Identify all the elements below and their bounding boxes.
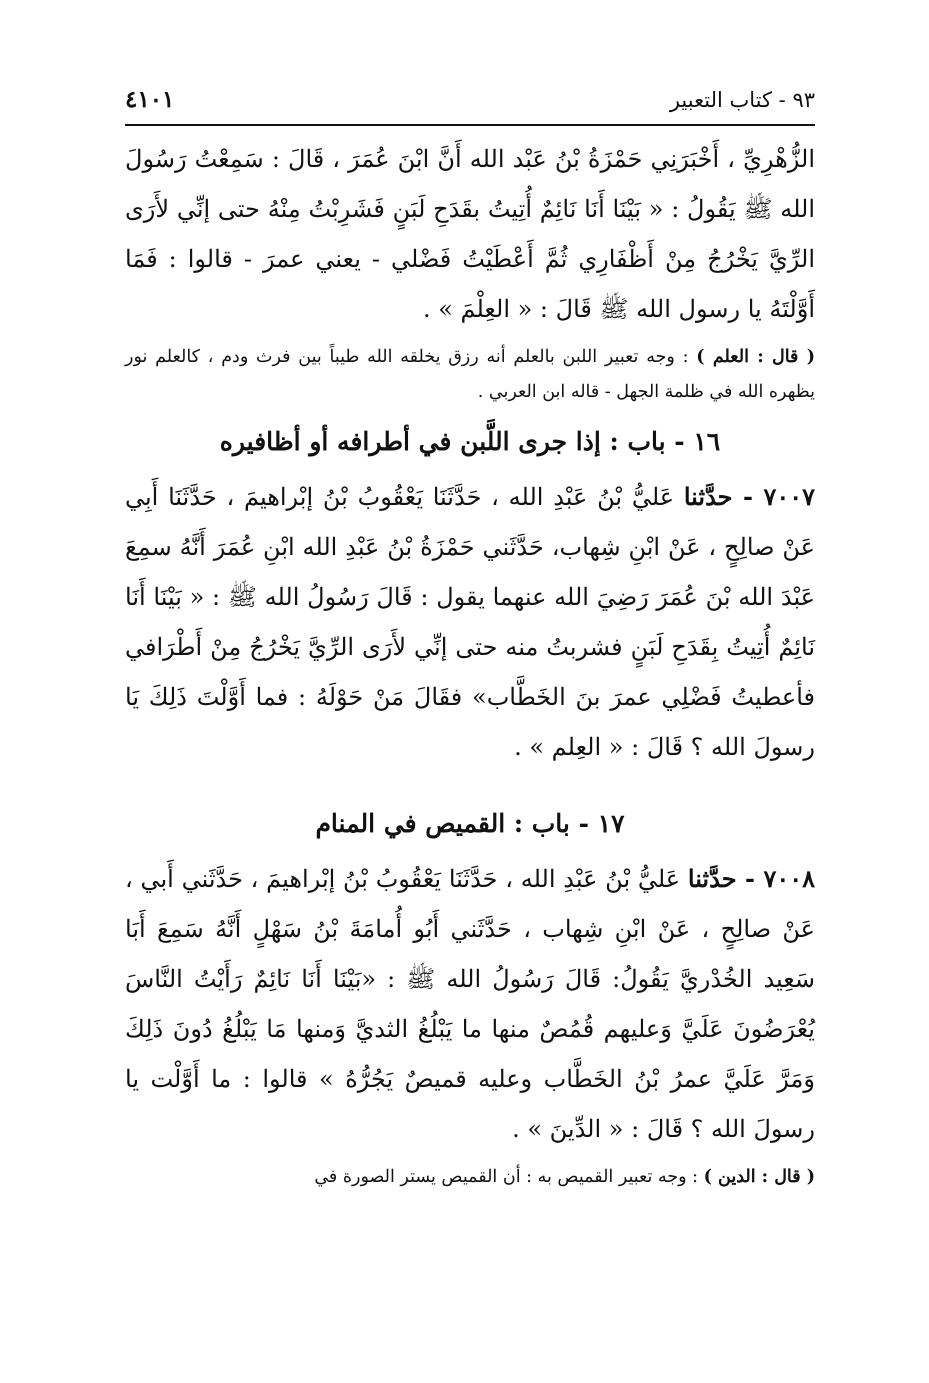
footnote-knowledge — [125, 340, 815, 410]
page-number: ٤١٠١ — [125, 86, 175, 113]
hadith-number: ٧٠٠٧ - حدَّثنا — [683, 482, 815, 511]
footnote-text: : وجه تعبير اللبن بالعلم أنه رزق يخلقه الله طيباً بين فرث ودم ، كالعلم نور يظهره الله في ظلمة الجهل - قاله ابن العربي . — [125, 347, 815, 402]
footnote-religion — [125, 1160, 815, 1195]
chapter-heading-16: ١٦ - باب : إذا جرى اللَّبن في أطرافه أو أظافيره — [219, 427, 721, 456]
footnote-text: : وجه تعبير القميص به : أن القميص يستر الصورة في — [314, 1167, 704, 1187]
hadith-continuation: الزُّهْرِيِّ ، أَخْبَرَنِي حَمْزَةُ بْنُ عَبْد الله أَنَّ ابْنَ عُمَرَ ، قَالَ : سَمِعْتُ رَسُولَ الله ﷺ يَقُولُ : « بَيْنَا أَنَا نَائِمٌ أُتِيتُ بقَدَحِ لَبَنٍ فَشَرِبْتُ مِنْهُ حتى إنِّي لأَرَى الرِّيَّ يَخْرُجُ مِنْ أَظْفَارِي ثُمَّ أَعْطَيْتُ فَضْلي - يعني عمرَ - قالوا : فَمَا أَوَّلْتَهُ يا رسول الله ﷺ قَالَ : « العِلْمَ » . — [125, 145, 815, 323]
running-title: ٩٣ - كتاب التعبير — [669, 88, 815, 112]
hadith-7008 — [125, 854, 815, 1154]
hadith-text: عَليُّ بْنُ عَبْدِ الله ، حَدَّثَنَا يَعْقُوبُ بْنُ إبْراهيمَ ، حَدَّثَني أَبي ، عَنْ صالِحٍ ، عَنْ ابْنِ شِهاب ، حَدَّثَني أَبُو أُمامَةَ بْنُ سَهْلٍ أَنَّهُ سَمِعَ أَبَا سَعِيد الخُدْريَّ يَقُولُ: قَالَ رَسُولُ الله ﷺ : «بَيْنَا أَنَا نَائِمٌ رَأَيْتُ النَّاسَ يُعْرَضُونَ عَلَيَّ وَعليهم قُمُصٌ منها ما يَبْلُغُ الثديَّ وَمنها مَا يَبْلُغُ دُونَ ذَلِكَ وَمَرَّ عَلَيَّ عمرُ بْنُ الخَطَّاب وعليه قميصٌ يَجُرُّهُ » قالوا : ما أَوَّلْت يا رسولَ الله ؟ قَالَ : « الدِّينَ » . — [125, 865, 815, 1143]
footnote-lead: ( قال : الدين ) — [703, 1167, 815, 1187]
hadith-number: ٧٠٠٨ - حدَّثنا — [687, 864, 815, 893]
book-page — [125, 80, 815, 1195]
page-header — [125, 80, 815, 120]
header-rule — [125, 124, 815, 126]
chapter-heading-17: ١٧ - باب : القميص في المنام — [315, 809, 625, 838]
footnote-lead: ( قال : العلم ) — [696, 347, 815, 367]
hadith-text: عَليُّ بْنُ عَبْدِ الله ، حَدَّثَنَا يَعْقُوبُ بْنُ إبْراهيمَ ، حَدَّثَنَا أَبِي عَنْ صالِحٍ ، عَنْ ابْنِ شِهاب، حَدَّثَني حَمْزَةُ بْنُ عَبْدِ الله ابْنِ عُمَرَ أَنَّهُ سمِعَ عَبْدَ الله بْنَ عُمَرَ رَضِيَ الله عنهما يقول : قَالَ رَسُولُ الله ﷺ : « بَيْنَا أَنَا نَائِمٌ أُتِيتُ بِقَدَحِ لَبَنٍ فشربتُ منه حتى إنِّي لأَرَى الرِّيَّ يَخْرُجُ مِنْ أَطْرَافي فأعطيتُ فَضْلِي عمرَ بنَ الخَطَّاب» فقَالَ مَنْ حَوْلَهُ : فما أَوَّلْتَ ذَلِكَ يَا رسولَ الله ؟ قَالَ : « العِلم » . — [125, 483, 815, 761]
hadith-7007 — [125, 472, 815, 772]
